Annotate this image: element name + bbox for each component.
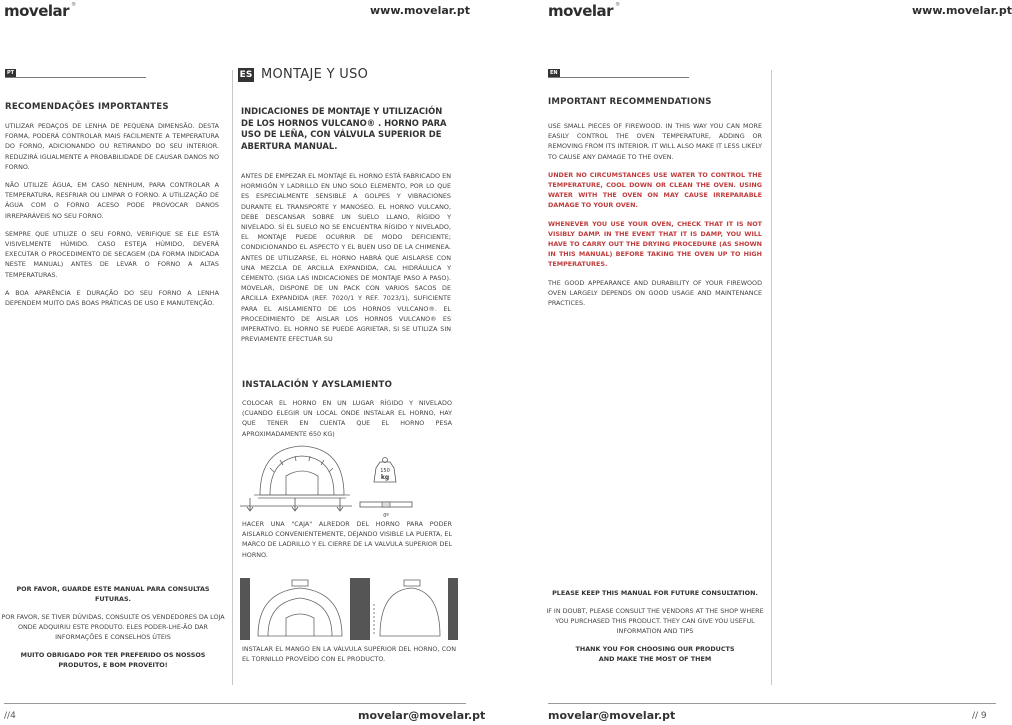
oven-in-box-icon	[258, 580, 342, 636]
left-page-number: //4	[4, 711, 16, 721]
es-install-text-3	[242, 644, 456, 672]
column-divider	[232, 70, 233, 685]
oven-side-icon	[374, 580, 440, 636]
es-install-text-2	[242, 519, 452, 568]
box-wall-icon	[240, 578, 458, 640]
es-install-heading: INSTALACIÓN Y AYSLAMIENTO	[242, 380, 393, 390]
left-footer-email[interactable]: movelar@movelar.pt	[358, 709, 486, 722]
en-thanks-line-1: THANK YOU FOR CHOOSING OUR PRODUCTS	[575, 645, 735, 653]
es-language-badge: ES	[239, 70, 253, 80]
en-doubts: IF IN DOUBT, PLEASE CONSULT THE VENDORS AT THE SHOP WHERE YOU PURCHASED THIS PRODUCT. THEY CAN GIVE YOU USEFUL INFORMATION AND TIPS	[546, 607, 764, 635]
en-language-tag: EN	[550, 70, 558, 76]
en-closing	[544, 588, 766, 672]
pt-paragraph: A BOA APARÊNCIA E DURAÇÃO DO SEU FORNO A LENHA DEPENDEM MUITO DAS BOAS PRÁTICAS DE USO E MANUTENÇÃO.	[5, 288, 219, 308]
left-footer-rule	[4, 703, 466, 704]
en-thanks-line-2: AND MAKE THE MOST OF THEM	[598, 655, 712, 663]
spirit-level-icon	[360, 502, 412, 507]
en-body	[548, 121, 762, 316]
en-keep-manual: PLEASE KEEP THIS MANUAL FOR FUTURE CONSULTATION.	[552, 589, 758, 597]
left-url[interactable]: www.movelar.pt	[370, 4, 470, 17]
left-logo: movelar ®	[4, 2, 76, 20]
en-rule	[548, 77, 689, 78]
level-value: 0º	[383, 513, 389, 519]
level-base-icon	[240, 498, 352, 511]
right-url[interactable]: www.movelar.pt	[912, 4, 1012, 17]
pt-thanks: MUITO OBRIGADO POR TER PREFERIDO OS NOSSOS PRODUTOS, E BOM PROVEITO!	[20, 651, 206, 669]
right-logo: movelar ®	[548, 2, 620, 20]
pt-language-tag: PT	[7, 70, 15, 76]
pt-paragraph: NÃO UTILIZE ÁGUA, EM CASO NENHUM, PARA CONTROLAR A TEMPERATURA, RESFRIAR OU LIMPAR O FORNO. A UTILIZAÇÃO DE ÁGUA COM O FORNO ACESO PODE PROVOCAR DANOS IRREPARÁVEIS NO SEU FORNO.	[5, 181, 219, 220]
weight-unit: kg	[380, 474, 390, 481]
right-footer-rule	[548, 703, 996, 704]
pt-paragraph: UTILIZAR PEDAÇOS DE LENHA DE PEQUENA DIMENSÃO. DESTA FORMA, PODERÁ CONTROLAR MAIS FACILMENTE A TEMPERATURA DO FORNO, ADICIONANDO OU RETIRANDO DO SEU INTERIOR. REDUZIRÁ IGUALMENTE A PROBABILIDADE DE CAUSAR DANOS NO FORNO.	[5, 122, 219, 171]
pt-closing	[0, 584, 226, 678]
en-warning-paragraph: UNDER NO CIRCUMSTANCES USE WATER TO CONTROL THE TEMPERATURE, COOL DOWN OR CLEAN THE OVEN. USING WATER WITH THE OVEN ON MAY CAUSE IRREPARABLE DAMAGE TO YOUR OVEN.	[548, 170, 762, 210]
es-install-paragraph: HACER UNA "CAJA" ALREDOR DEL HORNO PARA PODER AISLARLO CONVENIENTEMENTE, DEJANDO VISIBLE LA PUERTA, EL MARCO DE LADRILLO Y EL CIERRE DE LA VALVULA SUPERIOR DEL HORNO.	[242, 520, 452, 559]
oven-box-figure	[240, 574, 460, 642]
right-footer-email[interactable]: movelar@movelar.pt	[548, 709, 676, 722]
en-paragraph: THE GOOD APPEARANCE AND DURABILITY OF YOUR FIREWOOD OVEN LARGELY DEPENDS ON GOOD USAGE AND MAINTENANCE PRACTICES.	[548, 278, 762, 308]
es-install-paragraph: COLOCAR EL HORNO EN UN LUGAR RÍGIDO Y NIVELADO (CUANDO ELEGIR UN LOCAL ONDE INSTALAR EL HORNO, HAY QUE TENER EN CUENTA QUE EL HORNO PESA APROXIMADAMENTE 650 KG)	[242, 399, 452, 438]
column-divider	[771, 70, 772, 685]
pt-doubts: POR FAVOR, SE TIVER DÚVIDAS, CONSULTE OS VENDEDORES DA LOJA ONDE ADQUIRIU ESTE PRODUTO. ELES PODER-LHE-ÃO DAR INFORMAÇÕES E CONSELHOS ÚTEIS	[1, 613, 225, 641]
es-body	[241, 171, 451, 352]
en-heading: IMPORTANT RECOMMENDATIONS	[548, 97, 712, 107]
es-title: MONTAJE Y USO	[261, 67, 369, 82]
weight-value: 150	[380, 468, 390, 474]
es-install-paragraph: INSTALAR EL MANGO EN LA VÁLVULA SUPERIOR DEL HORNO, CON EL TORNILLO PROVEÍDO CON EL PRODUCTO.	[242, 645, 456, 664]
pt-heading: RECOMENDAÇÕES IMPORTANTES	[5, 102, 169, 112]
pt-rule	[5, 77, 146, 78]
es-subtitle: INDICACIONES DE MONTAJE Y UTILIZACIÓN DE LOS HORNOS VULCANO® . HORNO PARA USO DE LEÑA, CON VÁLVULA SUPERIOR DE ABERTURA MANUAL.	[241, 106, 447, 151]
es-paragraph: ANTES DE EMPEZAR EL MONTAJE EL HORNO ESTÁ FABRICADO EN HORMIGÓN Y LADRILLO EN UNO SOLO ELEMENTO, POR LO QUE ES ESPECIALMENTE SENSIBLE A GOLPES Y VIBRACIONES DURANTE EL TRANSPORTE Y MANOSEO. EL HORNO VULCANO, DEBE DESCANSAR SOBRE UN SUELO LLANO, RÍGIDO Y NIVELADO. SÍ EL SUELO NO SE ENCUENTRA RÍGIDO Y NIVELADO, EL MONTAJE PUEDE OCURRIR DE MODO DEFICIENTE; CONDICIONANDO EL ASPECTO Y EL BUEN USO DE LA CHIMENEA. ANTES DE UTILIZARSE, EL HORNO HABRÁ QUE AISLARSE CON UNA MEZCLA DE ARCILLA EXPANDIDA, CAL HIDRÁULICA Y CEMENTO. (SIGA LAS INDICACIONES DE MONTAJE PASO A PASO). MOVELAR, DISPONE DE UN PACK CON VARIOS SACOS DE ARCILLA EXPANDIDA (REF. 7020/1 Y REF. 7023/1), SUFICIENTE PARA EL AISLAMIENTO DE LOS HORNOS VULCANO®. EL PROCEDIMIENTO DE AISLAR LOS HORNOS VULCANO® ES IMPERATIVO. EL HORNO SE PUEDE AGRIETAR, SI SE UTILIZA SIN PREVIAMENTE EFECTUAR SU	[241, 172, 451, 344]
pt-keep-manual: POR FAVOR, GUARDE ESTE MANUAL PARA CONSULTAS FUTURAS.	[16, 585, 210, 603]
right-page-number: // 9	[972, 711, 987, 721]
pt-paragraph: SEMPRE QUE UTILIZE O SEU FORNO, VERIFIQUE SE ELE ESTÁ VISIVELMENTE HÚMIDO. CASO ESTEJA HÚMIDO, DEVERÁ EXECUTAR O PROCEDIMENTO DE SECAGEM (DA FORMA INDICADA NESTE MANUAL) ANTES DE LEVAR O FORNO A ALTAS TEMPERATURAS.	[5, 229, 219, 279]
en-paragraph: USE SMALL PIECES OF FIREWOOD. IN THIS WAY YOU CAN MORE EASILY CONTROL THE OVEN TEMPERATURE, ADDING OR REMOVING FROM ITS INTERIOR. IT WILL ALSO MAKE IT LESS LIKELY TO CAUSE ANY DAMAGE TO THE OVEN.	[548, 122, 762, 161]
oven-placement-figure	[240, 440, 460, 522]
en-warning-paragraph: WHENEVER YOU USE YOUR OVEN, CHECK THAT IT IS NOT VISIBLY DAMP. IN THE EVENT THAT IT IS DAMP, YOU WILL HAVE TO CARRY OUT THE DRYING PROCEDURE (AS SHOWN IN THIS MANUAL) BEFORE TAKING THE OVEN UP TO HIGH TEMPERATURES.	[548, 219, 762, 269]
oven-front-icon	[254, 446, 350, 498]
pt-body	[5, 121, 219, 316]
